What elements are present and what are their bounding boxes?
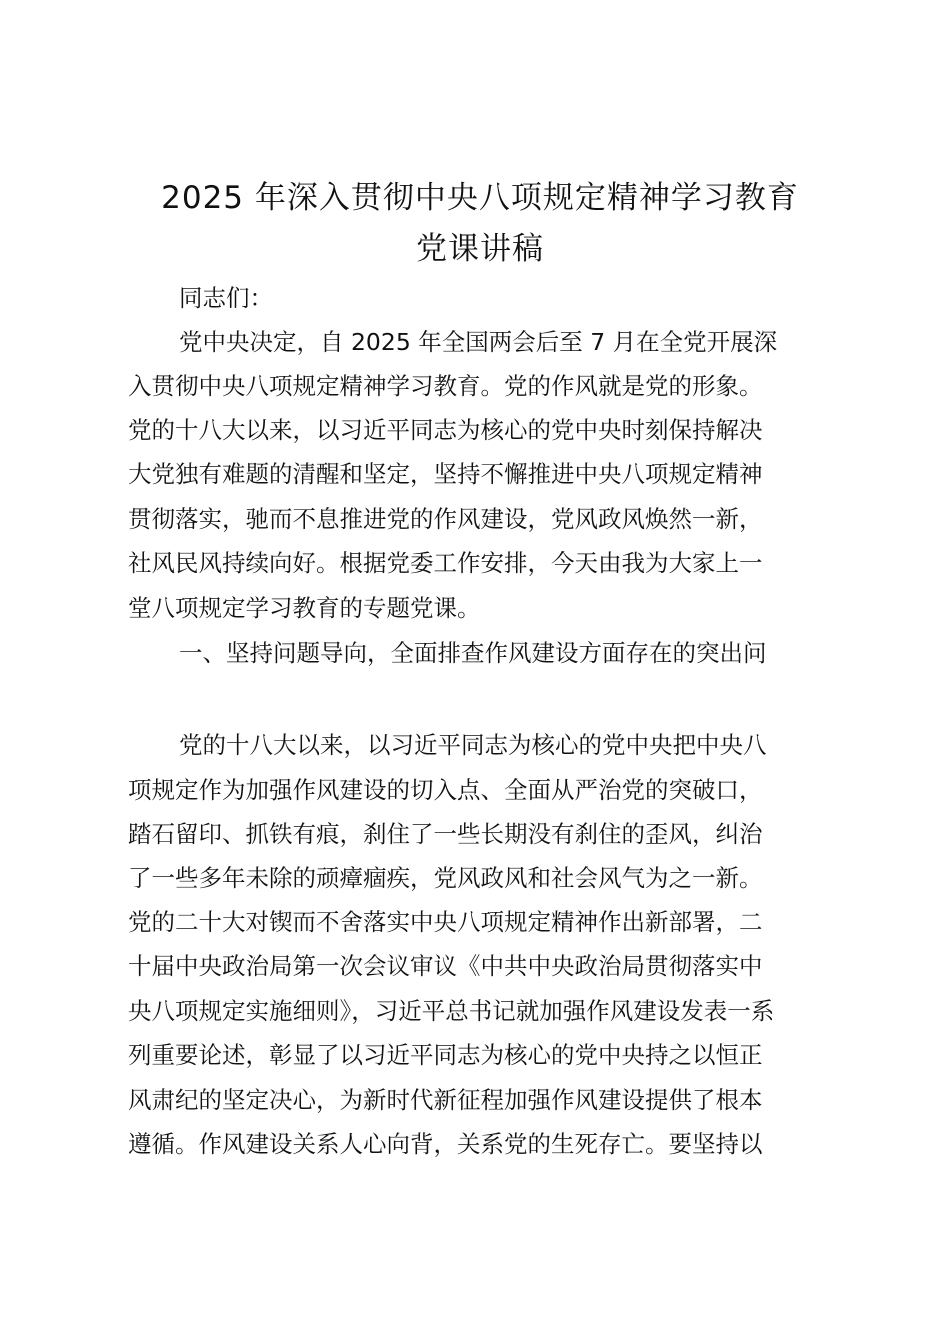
body-line: 贯彻落实，驰而不息推进党的作风建设，党风政风焕然一新， (128, 505, 763, 533)
body-line: 项规定作为加强作风建设的切入点、全面从严治党的突破口， (128, 776, 763, 804)
section-heading: 一、坚持问题导向，全面排查作风建设方面存在的突出问 (179, 639, 767, 667)
body-line: 遵循。作风建设关系人心向背，关系党的生死存亡。要坚持以 (128, 1130, 763, 1158)
body-line: 党中央决定，自 2025 年全国两会后至 7 月在全党开展深 (179, 328, 778, 356)
body-line: 堂八项规定学习教育的专题党课。 (128, 594, 481, 622)
body-line: 了一些多年未除的顽瘴痼疾，党风政风和社会风气为之一新。 (128, 864, 763, 892)
body-line: 列重要论述，彰显了以习近平同志为核心的党中央持之以恒正 (128, 1041, 763, 1069)
body-line: 入贯彻中央八项规定精神学习教育。党的作风就是党的形象。 (128, 372, 763, 400)
body-line: 党的十八大以来，以习近平同志为核心的党中央把中央八 (179, 731, 767, 759)
body-line: 社风民风持续向好。根据党委工作安排，今天由我为大家上一 (128, 549, 763, 577)
body-line: 党的二十大对锲而不舍落实中央八项规定精神作出新部署，二 (128, 908, 763, 936)
salutation: 同志们： (179, 284, 273, 312)
document-title-line-1: 2025 年深入贯彻中央八项规定精神学习教育 (161, 180, 799, 216)
body-line: 踏石留印、抓铁有痕，刹住了一些长期没有刹住的歪风，纠治 (128, 820, 763, 848)
document-title-line-2: 党课讲稿 (416, 231, 544, 267)
body-line: 党的十八大以来，以习近平同志为核心的党中央时刻保持解决 (128, 416, 763, 444)
body-line: 十届中央政治局第一次会议审议《中共中央政治局贯彻落实中 (128, 952, 763, 980)
body-line: 大党独有难题的清醒和坚定，坚持不懈推进中央八项规定精神 (128, 460, 763, 488)
body-line: 央八项规定实施细则》，习近平总书记就加强作风建设发表一系 (128, 997, 775, 1025)
body-line: 风肃纪的坚定决心，为新时代新征程加强作风建设提供了根本 (128, 1086, 763, 1114)
